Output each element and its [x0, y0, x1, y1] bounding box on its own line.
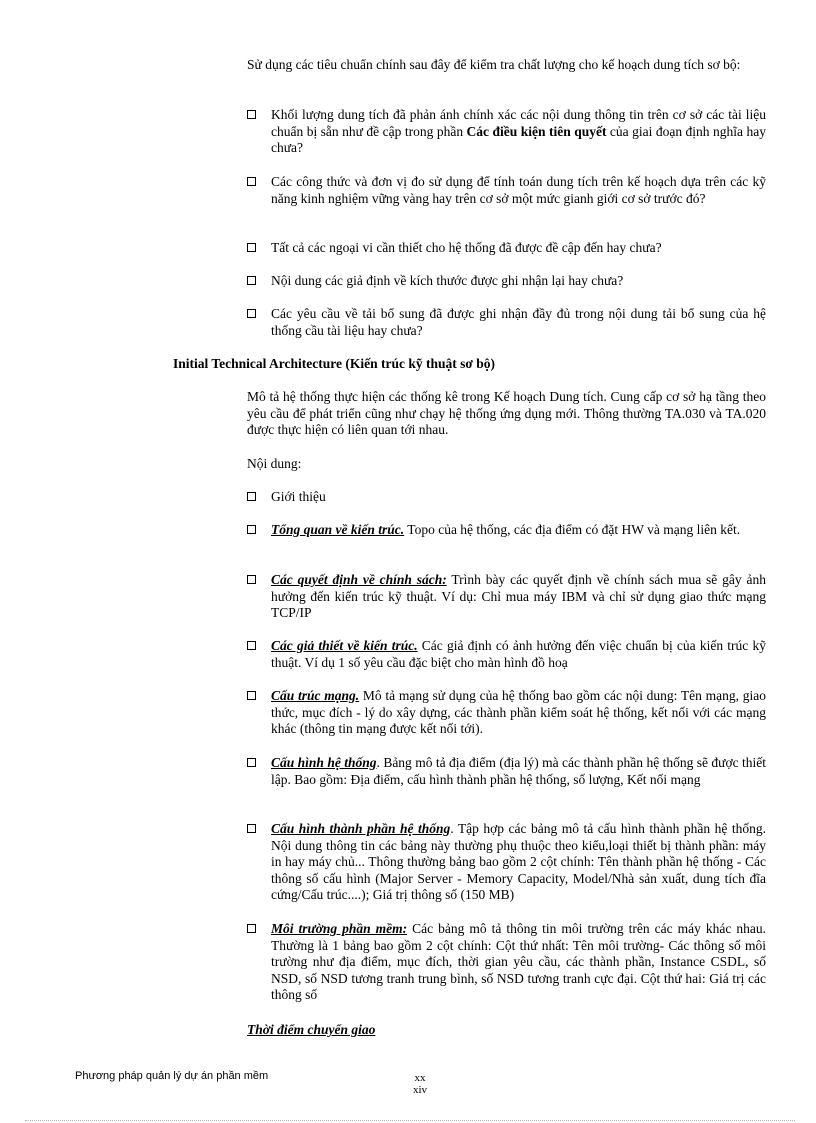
section-heading: Initial Technical Architecture (Kiến trúc kỹ thuật sơ bộ) [173, 356, 495, 371]
content-item [247, 489, 766, 506]
content-item [247, 921, 766, 1004]
content-item-text: Tổng quan về kiến trúc. Topo của hệ thống, các địa điểm có đặt HW và mạng liên kết. [271, 522, 741, 537]
check-item [247, 306, 766, 339]
content-item-text: Các quyết định về chính sách: Trình bày các quyết định về chính sách mua sẽ gây ảnh hưởng đến kiến trúc kỹ thuật. Ví dụ: Chỉ mua máy IBM và chỉ sử dụng giao thức mạng TCP/IP [271, 572, 766, 620]
description-paragraph: Mô tả hệ thống thực hiện các thống kê trong Kế hoạch Dung tích. Cung cấp cơ sở hạ tầng theo yêu cầu để phát triển cũng như chạy hệ thống ứng dụng mới. Thông thường TA.030 và TA.020 được thực hiện có liên quan tới nhau. [247, 389, 766, 437]
check-item-text: Tất cả các ngoại vi cần thiết cho hệ thống đã được đề cập đến hay chưa? [271, 240, 662, 255]
checkbox-icon [247, 824, 256, 833]
check-item [247, 174, 766, 207]
content-item [247, 522, 766, 539]
content-item-text: Cấu hình hệ thống. Bảng mô tả địa điểm (địa lý) mà các thành phần hệ thống sẽ được thiết lập. Bao gồm: Địa điểm, cấu hình thành phần hệ thống, số lượng, Kết nối mạng [271, 755, 766, 787]
term: Môi trường phần mềm: [271, 921, 408, 936]
content-item-text: Cấu trúc mạng. Mô tả mạng sử dụng của hệ thống bao gồm các nội dung: Tên mạng, giao thức, mục đích - lý do xây dựng, các thành phần kiểm soát hệ thống, kết nối với các mạng khác (thông tin mạng được kết nối tới). [271, 688, 766, 736]
term: Cấu hình thành phần hệ thống [271, 821, 451, 836]
checkbox-icon [247, 691, 256, 700]
content-item-text: Cấu hình thành phần hệ thống. Tập hợp các bảng mô tả cấu hình thành phần hệ thống. Nội dung thông tin các bảng này thường phụ thuộc theo kiểu,loại thiết bị thành phần: máy in hay máy chủ... Thông thường bảng bao gồm 2 cột chính: Tên thành phần hệ thống - Các thông số cấu hình (Major Server - Memory Capacity, Model/Nhà sản xuất, dung tích đĩa cứng/Cấu trúc....); Giá trị thông số (150 MB) [271, 821, 766, 902]
content-item [247, 688, 766, 738]
term: Cấu hình hệ thống [271, 755, 377, 770]
checkbox-icon [247, 758, 256, 767]
content-item [247, 821, 766, 904]
footer-divider [25, 1120, 795, 1121]
content-item-text: Các giả thiết về kiến trúc. Các giả định có ảnh hưởng đến việc chuẩn bị của kiến trúc kỹ thuật. Ví dụ 1 số yêu cầu đặc biệt cho màn hình đồ hoạ [271, 638, 766, 670]
check-item-text: Khối lượng dung tích đã phản ánh chính xác các nội dung thông tin trên cơ sở các tài liệu chuẩn bị sẵn như đề cập trong phần Các điều kiện tiên quyết của giai đoạn định nghĩa hay chưa? [271, 107, 766, 155]
content-item [247, 638, 766, 671]
checkbox-icon [247, 309, 256, 318]
checkbox-icon [247, 492, 256, 501]
term: Cấu trúc mạng. [271, 688, 360, 703]
checkbox-icon [247, 177, 256, 186]
check-item [247, 273, 766, 290]
checkbox-icon [247, 243, 256, 252]
content-item [247, 572, 766, 622]
check-item-text: Các công thức và đơn vị đo sử dụng để tính toán dung tích trên kế hoạch dựa trên các kỹ năng kinh nghiệm vững vàng hay trên cơ sở một mức gianh giới cơ sở trước đó? [271, 174, 766, 206]
subheading: Thời điểm chuyển giao [247, 1022, 376, 1037]
checkbox-icon [247, 525, 256, 534]
content-item [247, 755, 766, 788]
check-item-text: Các yêu cầu về tải bổ sung đã được ghi nhận đầy đủ trong nội dung tải bổ sung của hệ thống cầu tài liệu hay chưa? [271, 306, 766, 338]
checkbox-icon [247, 924, 256, 933]
content-item-text: Giới thiệu [271, 489, 326, 504]
content-label: Nội dung: [247, 456, 302, 471]
intro-paragraph: Sử dụng các tiêu chuẩn chính sau đây để kiểm tra chất lượng cho kế hoạch dung tích sơ bộ: [247, 57, 741, 72]
term: Các giả thiết về kiến trúc. [271, 638, 418, 653]
check-item [247, 240, 766, 257]
footer-title: Phương pháp quản lý dự án phần mềm [75, 1070, 269, 1082]
checkbox-icon [247, 110, 256, 119]
term: Tổng quan về kiến trúc. [271, 522, 405, 537]
check-item-text: Nội dung các giả định về kích thước được ghi nhận lại hay chưa? [271, 273, 624, 288]
content-item-text: Môi trường phần mềm: Các bảng mô tả thông tin môi trường trên các máy khác nhau. Thường là 1 bảng bao gồm 2 cột chính: Cột thứ nhất: Tên môi trường- Các thông số môi trường như địa điểm, mục đích, thời gian yêu cầu, các thành phần, Instance CSDL, số NSD, số NSD tương tranh trung bình, số NSD tương tranh cực đại. Cột thứ hai: Giá trị các thông số [271, 921, 766, 1002]
checkbox-icon [247, 575, 256, 584]
checkbox-icon [247, 641, 256, 650]
term: Các quyết định về chính sách: [271, 572, 447, 587]
checkbox-icon [247, 276, 256, 285]
footer-page-number: xx xiv [413, 1072, 428, 1096]
check-item [247, 107, 766, 157]
